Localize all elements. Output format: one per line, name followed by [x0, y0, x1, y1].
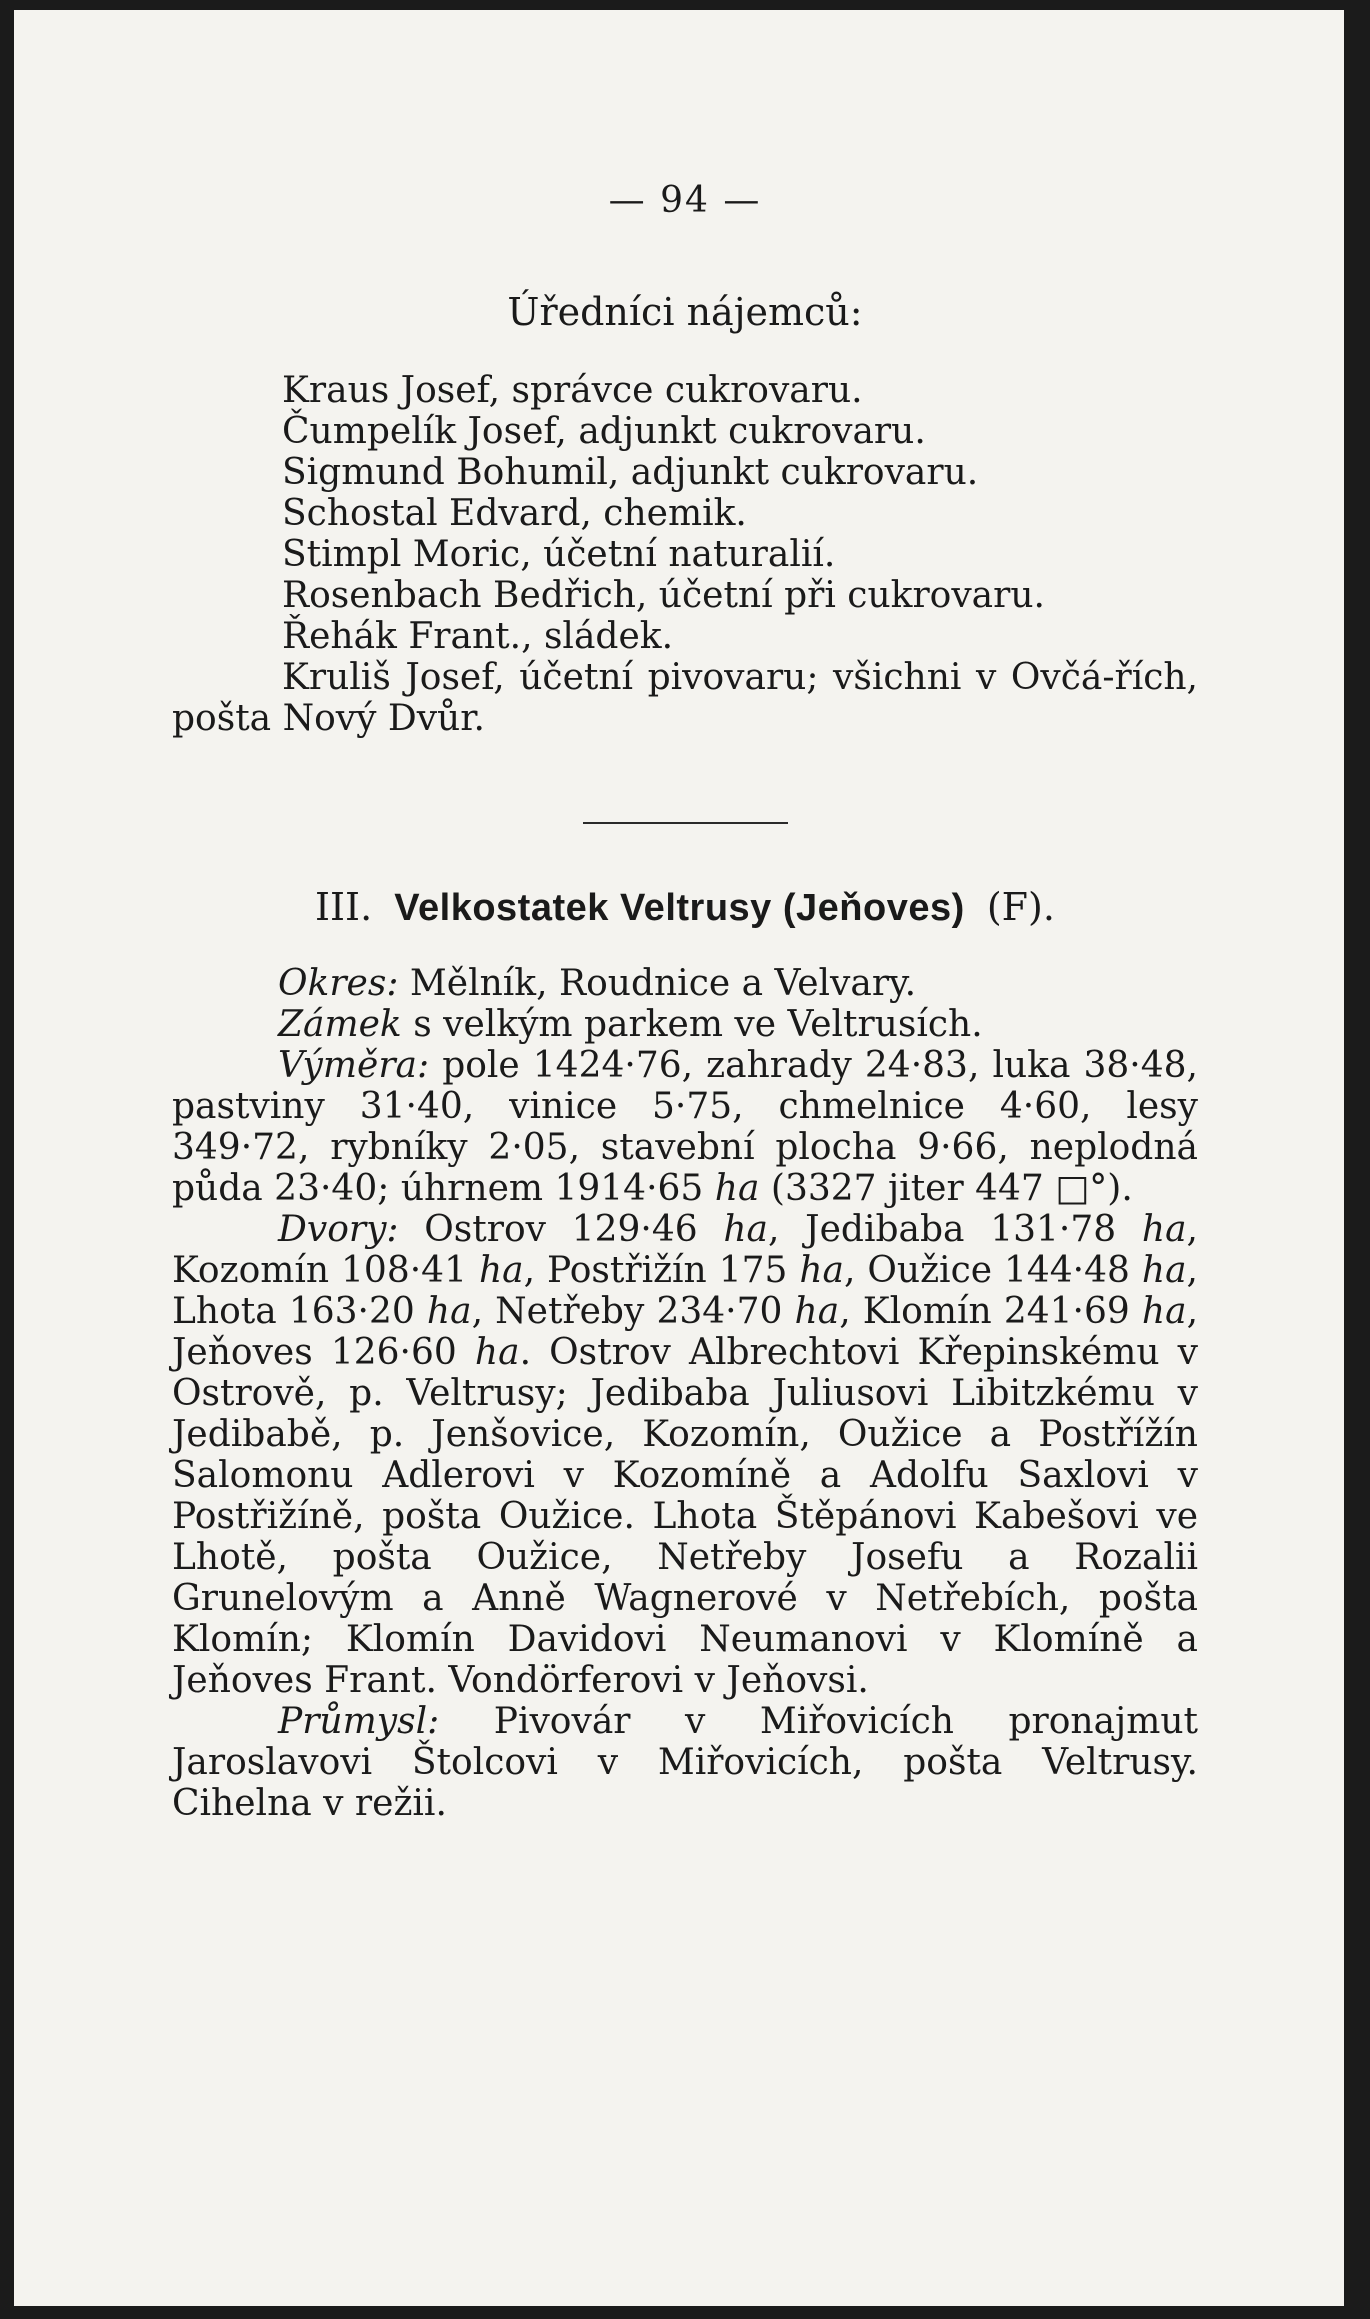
list-item-text: Kruliš Josef, účetní pivovaru; všichni v Ovčá-řích, pošta Nový Dvůr. [172, 657, 1198, 739]
prumysl-text: Pivovár v Miřovicích pronajmut Jaroslavovi Štolcovi v Miřovicích, pošta Veltrusy. Cihelna v režii. [172, 1701, 1198, 1824]
list-item: Řehák Frant., sládek. [282, 616, 674, 657]
paragraph-okres [172, 963, 1198, 1004]
okres-label: Okres: [278, 963, 399, 1004]
list-item: Stimpl Moric, účetní naturalií. [282, 534, 836, 575]
unit-ha: ha [474, 1332, 520, 1373]
vymera-unit: ha [714, 1168, 760, 1209]
list-item: Čumpelík Josef, adjunkt cukrovaru. [282, 411, 926, 452]
staff-heading: Úředníci nájemců: [507, 290, 863, 334]
staff-list [172, 370, 1198, 739]
paragraph-zamek [172, 1004, 1198, 1045]
paragraph-vymera [172, 1045, 1198, 1209]
estate-name: Velkostatek Veltrusy (Jeňoves) [394, 887, 965, 929]
unit-ha: ha [723, 1209, 769, 1250]
okres-text: Mělník, Roudnice a Velvary. [409, 963, 917, 1004]
farm-entry: , Jeňoves 126·60 [172, 1291, 1199, 1373]
dvory-text: Ostrov Albrechtovi Křepinskému v Ostrově, p. Veltrusy; Jedibaba Juliusovi Libitzkému v Jedibabě, p. Jenšovice, Kozomín, Oužice a Postřížín Salomonu Adlerovi v Kozomíně a Adolfu Saxlovi v Postřižíně, pošta Oužice. Lhota Štěpánovi Kabešovi ve Lhotě, pošta Oužice, Netřeby Josefu a Rozalii Grunelovým a Anně Wagnerové v Netřebích, pošta Klomín; Klomín Davidovi Neumanovi v Klomíně a Jeňoves Frant. Vondörferovi v Jeňovsi. [172, 1332, 1198, 1701]
farm-entry: , Netřeby 234·70 [471, 1291, 795, 1332]
unit-ha: ha [1141, 1250, 1187, 1291]
farm-entry: , Postřižín 175 [523, 1250, 800, 1291]
farm-entry: , Oužice 144·48 [844, 1250, 1142, 1291]
estate-number: III. [315, 885, 373, 929]
farm-entry: , Jedibaba 131·78 [768, 1209, 1142, 1250]
page-number: — 94 — [608, 180, 762, 221]
zamek-text: s velkým parkem ve Veltrusích. [413, 1004, 983, 1045]
list-item: Kraus Josef, správce cukrovaru. [282, 370, 863, 411]
farm-entry: . [519, 1332, 532, 1373]
prumysl-label: Průmysl: [278, 1701, 440, 1742]
farm-entry: , Lhota 163·20 [172, 1250, 1198, 1332]
vymera-tail: (3327 jiter 447 □°). [770, 1168, 1133, 1209]
section-divider [583, 822, 788, 824]
list-item: Sigmund Bohumil, adjunkt cukrovaru. [282, 452, 979, 493]
zamek-label: Zámek [278, 1004, 402, 1045]
estate-mark: (F). [986, 885, 1055, 929]
estate-heading [0, 885, 1370, 930]
vymera-text: pole 1424·76, zahrady 24·83, luka 38·48, pastviny 31·40, vinice 5·75, chmelnice 4·60, lesy 349·72, rybníky 2·05, stavební plocha 9·66, neplodná půda 23·40; úhrnem 1914·65 [172, 1045, 1198, 1209]
unit-ha: ha [794, 1291, 840, 1332]
dvory-label: Dvory: [278, 1209, 399, 1250]
farm-entry: Ostrov 129·46 [424, 1209, 724, 1250]
unit-ha: ha [1141, 1209, 1187, 1250]
unit-ha: ha [426, 1291, 472, 1332]
unit-ha: ha [1141, 1291, 1187, 1332]
list-item: Schostal Edvard, chemik. [282, 493, 747, 534]
list-item: Rosenbach Bedřich, účetní při cukrovaru. [282, 575, 1045, 616]
estate-description [172, 963, 1198, 1824]
paragraph-prumysl [172, 1701, 1198, 1824]
list-item [172, 657, 1198, 739]
paragraph-dvory [172, 1209, 1198, 1701]
farm-entry: , Klomín 241·69 [839, 1291, 1142, 1332]
unit-ha: ha [478, 1250, 524, 1291]
vymera-label: Výměra: [278, 1045, 430, 1086]
farm-entry: , Kozomín 108·41 [172, 1209, 1198, 1291]
unit-ha: ha [799, 1250, 844, 1291]
